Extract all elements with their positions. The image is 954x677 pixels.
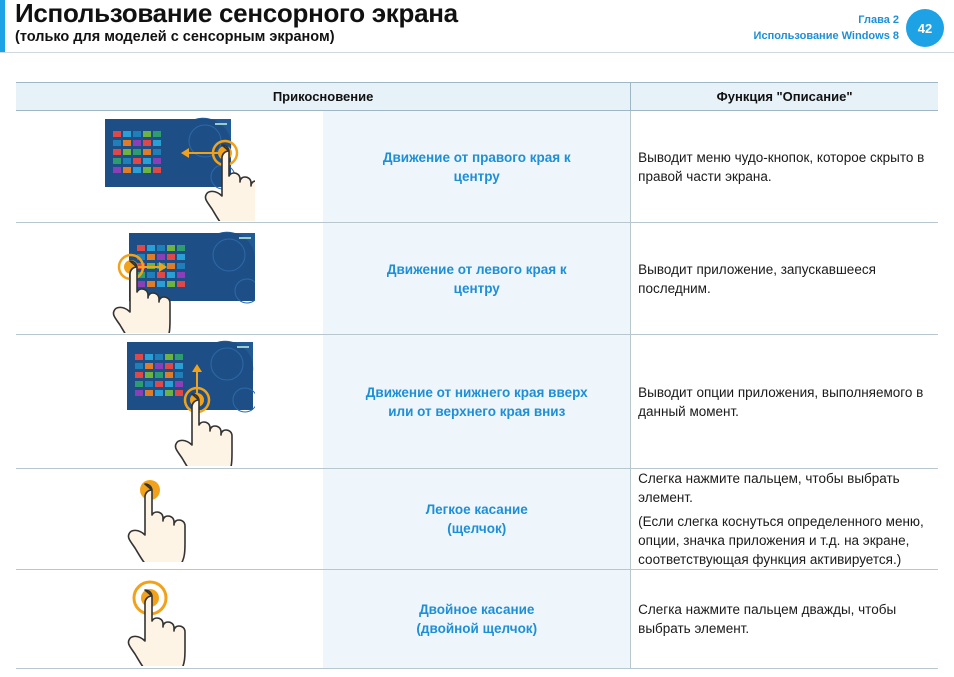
gesture-name: (щелчок) <box>447 521 507 536</box>
table-row <box>16 570 938 669</box>
gesture-name: (двойной щелчок) <box>416 621 538 636</box>
table-row <box>16 469 938 570</box>
swipe-left-edge-icon <box>85 225 255 333</box>
header-touch: Прикосновение <box>16 83 631 111</box>
double-tap-icon <box>110 572 230 666</box>
gesture-name: или от верхнего края вниз <box>388 403 566 419</box>
chapter-number: Глава 2 <box>858 14 899 26</box>
gesture-description: Выводит меню чудо-кнопок, которое скрыто в правой части экрана. <box>638 149 925 184</box>
page-number-badge: 42 <box>906 9 944 47</box>
chapter-label <box>754 12 899 44</box>
swipe-bottom-edge-icon <box>85 338 255 466</box>
gesture-description: Слегка нажмите пальцем, чтобы выбрать элемент. <box>638 471 900 505</box>
gesture-name: Движение от правого края к <box>382 149 571 165</box>
gesture-description: (Если слегка коснуться определенного меню, опции, значка приложения и т.д. на экране, соответствующая функция активируется.) <box>638 514 924 567</box>
gesture-name: Двойное касание <box>419 602 535 617</box>
page-title: Использование сенсорного экрана <box>15 0 458 28</box>
page-subtitle: (только для моделей с сенсорным экраном) <box>15 29 335 45</box>
gesture-name: Движение от нижнего края вверх <box>365 384 588 400</box>
header-function: Функция "Описание" <box>631 83 938 111</box>
gesture-description: Выводит приложение, запускавшееся последним. <box>638 261 876 296</box>
left-accent-bar <box>0 0 5 52</box>
gesture-name: Движение от левого края к <box>386 261 567 277</box>
gesture-description: Выводит опции приложения, выполняемого в данный момент. <box>638 384 924 419</box>
gesture-name: Легкое касание <box>425 502 528 517</box>
header-divider <box>0 52 954 53</box>
table-row <box>16 223 938 335</box>
swipe-right-edge-icon <box>85 113 255 221</box>
table-row <box>16 111 938 223</box>
gesture-name: центру <box>453 168 500 184</box>
chapter-title: Использование Windows 8 <box>753 30 899 42</box>
gesture-name: центру <box>453 280 500 296</box>
gesture-description: Слегка нажмите пальцем дважды, чтобы выбрать элемент. <box>638 602 897 636</box>
gesture-table <box>16 82 938 669</box>
table-row <box>16 335 938 469</box>
tap-icon <box>110 476 230 562</box>
